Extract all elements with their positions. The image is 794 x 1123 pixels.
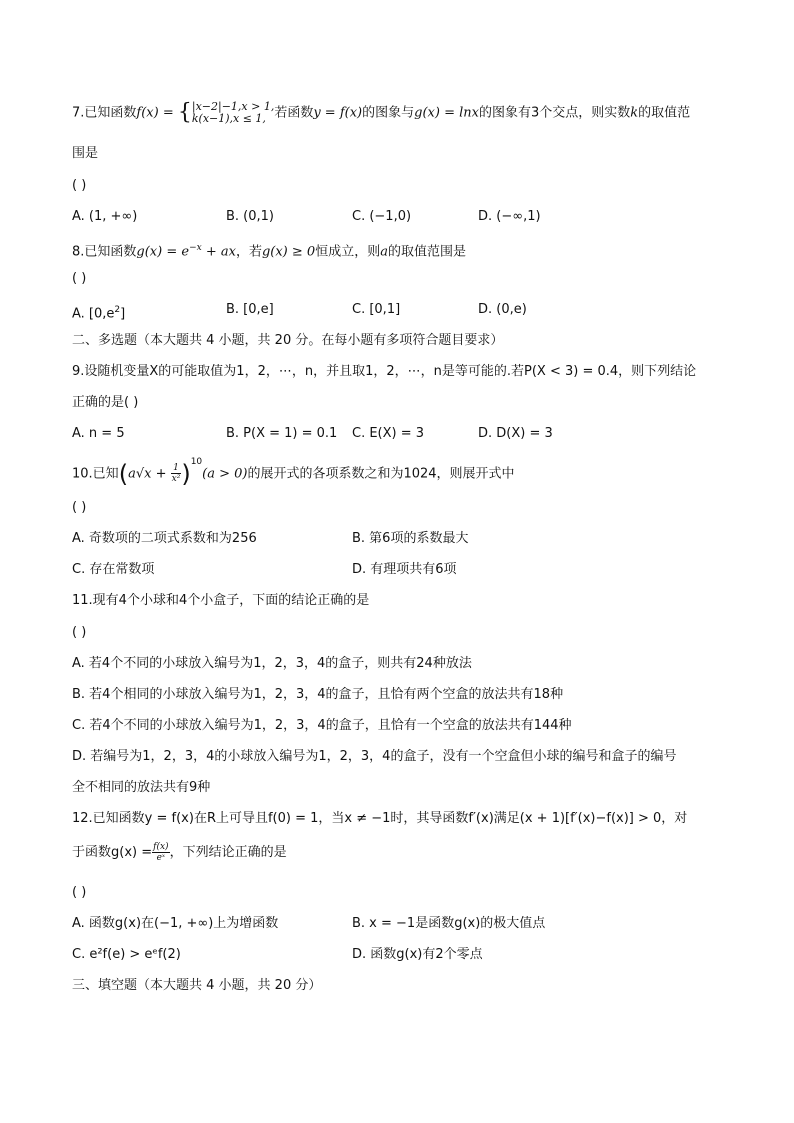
q8-option-c[interactable]: C. [0,1]	[352, 302, 401, 317]
q8-option-a-text: A. [0,e	[72, 306, 115, 322]
q7-option-a[interactable]: A. (1, +∞)	[72, 209, 138, 224]
q8-eq1: g(x) = e	[136, 244, 190, 260]
q10-sqrt: √x	[135, 466, 152, 482]
q7-stem	[72, 101, 690, 125]
q8-eq1b: + ax	[201, 244, 236, 260]
q12-option-a[interactable]: A. 函数g(x)在(−1, +∞)上为增函数	[72, 916, 279, 931]
q10-plus: +	[151, 466, 171, 482]
q10-power: 10	[190, 457, 203, 467]
q12-gx: 于函数g(x) =	[72, 845, 153, 860]
q10-option-c[interactable]: C. 存在常数项	[72, 562, 155, 577]
q11-option-c[interactable]: C. 若4个不同的小球放入编号为1，2，3，4的盒子，且恰有一个空盒的放法共有144种	[72, 718, 572, 733]
q8-text: ，若	[235, 244, 262, 260]
q7-eq1: y = f(x)	[313, 105, 363, 121]
q7-paren: ( )	[72, 178, 87, 193]
q8-text3: 的取值范围是	[387, 244, 466, 260]
q10-frac-num: 1	[171, 463, 182, 474]
q10-fraction	[171, 463, 182, 484]
q8-prefix: 8.已知函数	[72, 244, 137, 260]
q12-fraction	[152, 842, 169, 863]
q7-cont: 围是	[72, 146, 99, 161]
q7-text2: 的图象与	[362, 105, 415, 121]
q7-option-d[interactable]: D. (−∞,1)	[478, 209, 541, 224]
q7-prefix: 7.已知函数	[72, 105, 137, 121]
q12-frac-num: f(x)	[153, 842, 169, 852]
q11-stem: 11.现有4个小球和4个小盒子，下面的结论正确的是	[72, 593, 370, 608]
q12-stem: 12.已知函数y = f(x)在R上可导且f(0) = 1，当x ≠ −1时，其导函数f′(x)满足(x + 1)[f′(x)−f(x)] > 0，对	[72, 811, 688, 826]
q7-option-b[interactable]: B. (0,1)	[226, 209, 275, 224]
q7-piecewise: { |x−2|−1,x > 1, k(x−1),x ≤ 1,	[177, 100, 275, 125]
q7-case1: |x−2|−1,x > 1,	[191, 100, 275, 113]
q7-text4: 的取值范	[638, 105, 691, 121]
q8-exp: −x	[189, 243, 202, 253]
q8-option-a-sup: 2	[114, 305, 121, 315]
q9-stem-cont: 正确的是( )	[72, 395, 139, 410]
q7-text3: 的图象有3个交点，则实数	[478, 105, 631, 121]
q8-option-d[interactable]: D. (0,e)	[478, 302, 527, 317]
section-3-heading: 三、填空题（本大题共 4 小题，共 20 分）	[72, 978, 322, 993]
q10-option-b[interactable]: B. 第6项的系数最大	[352, 531, 469, 546]
q8-option-a-end: ]	[120, 306, 126, 322]
q8-option-a[interactable]	[72, 301, 125, 323]
q7-case2: k(x−1),x ≤ 1,	[191, 112, 266, 125]
q11-option-a[interactable]: A. 若4个不同的小球放入编号为1，2，3，4的盒子，则共有24种放法	[72, 656, 472, 671]
q8-text2: 恒成立，则	[315, 244, 381, 260]
q9-stem: 9.设随机变量X的可能取值为1，2，⋯，n，并且取1，2，⋯，n是等可能的.若P(X < 3) = 0.4，则下列结论	[72, 364, 697, 379]
q10-paren: ( )	[72, 500, 87, 515]
q8-a: a	[380, 244, 388, 260]
q9-option-c[interactable]: C. E(X) = 3	[352, 426, 425, 441]
q12-option-d[interactable]: D. 函数g(x)有2个零点	[352, 947, 483, 962]
q10-stem: 10.已知(a√x + $\frac{1}{\text{x²}}$ )$^{10}$(a > 0)的展开式的各项系数之和为1024，则展开式中	[72, 457, 515, 488]
q11-option-d-cont: 全不相同的放法共有9种	[72, 780, 211, 795]
q10-a: a	[128, 466, 136, 482]
q10-text: 的展开式的各项系数之和为1024，则展开式中	[247, 466, 515, 482]
q10-prefix: 10.已知	[72, 466, 119, 482]
q7-eq2: g(x) = lnx	[414, 105, 479, 121]
q12-frac-den: eˣ	[156, 853, 166, 863]
q10-option-d[interactable]: D. 有理项共有6项	[352, 562, 457, 577]
q10-option-a[interactable]: A. 奇数项的二项式系数和为256	[72, 531, 257, 546]
q9-option-a[interactable]: A. n = 5	[72, 426, 125, 441]
q7-fx: f(x) =	[136, 105, 174, 121]
q9-option-b[interactable]: B. P(X = 1) = 0.1	[226, 426, 338, 441]
q11-option-b[interactable]: B. 若4个相同的小球放入编号为1，2，3，4的盒子，且恰有两个空盒的放法共有18种	[72, 687, 564, 702]
section-2-heading: 二、多选题（本大题共 4 小题，共 20 分。在每小题有多项符合题目要求）	[72, 333, 504, 348]
q7-text: 若函数	[274, 105, 314, 121]
q10-cond: (a > 0)	[202, 466, 248, 482]
q7-k: k	[630, 105, 639, 121]
q9-option-d[interactable]: D. D(X) = 3	[478, 426, 553, 441]
q8-stem	[72, 239, 466, 261]
q11-option-d[interactable]: D. 若编号为1，2，3，4的小球放入编号为1，2，3，4的盒子，没有一个空盒但小球的编号和盒子的编号	[72, 749, 677, 764]
q11-paren: ( )	[72, 625, 87, 640]
q10-frac-den: x²	[171, 474, 181, 485]
q12-stem-cont	[72, 842, 287, 863]
q8-eq2: g(x) ≥ 0	[261, 244, 316, 260]
q7-option-c[interactable]: C. (−1,0)	[352, 209, 412, 224]
q12-paren: ( )	[72, 885, 87, 900]
q12-option-c[interactable]: C. e²f(e) > eᵉf(2)	[72, 947, 181, 962]
q8-option-b[interactable]: B. [0,e]	[226, 302, 274, 317]
q12-text: ，下列结论正确的是	[169, 845, 287, 860]
q8-paren: ( )	[72, 271, 87, 286]
q12-option-b[interactable]: B. x = −1是函数g(x)的极大值点	[352, 916, 546, 931]
